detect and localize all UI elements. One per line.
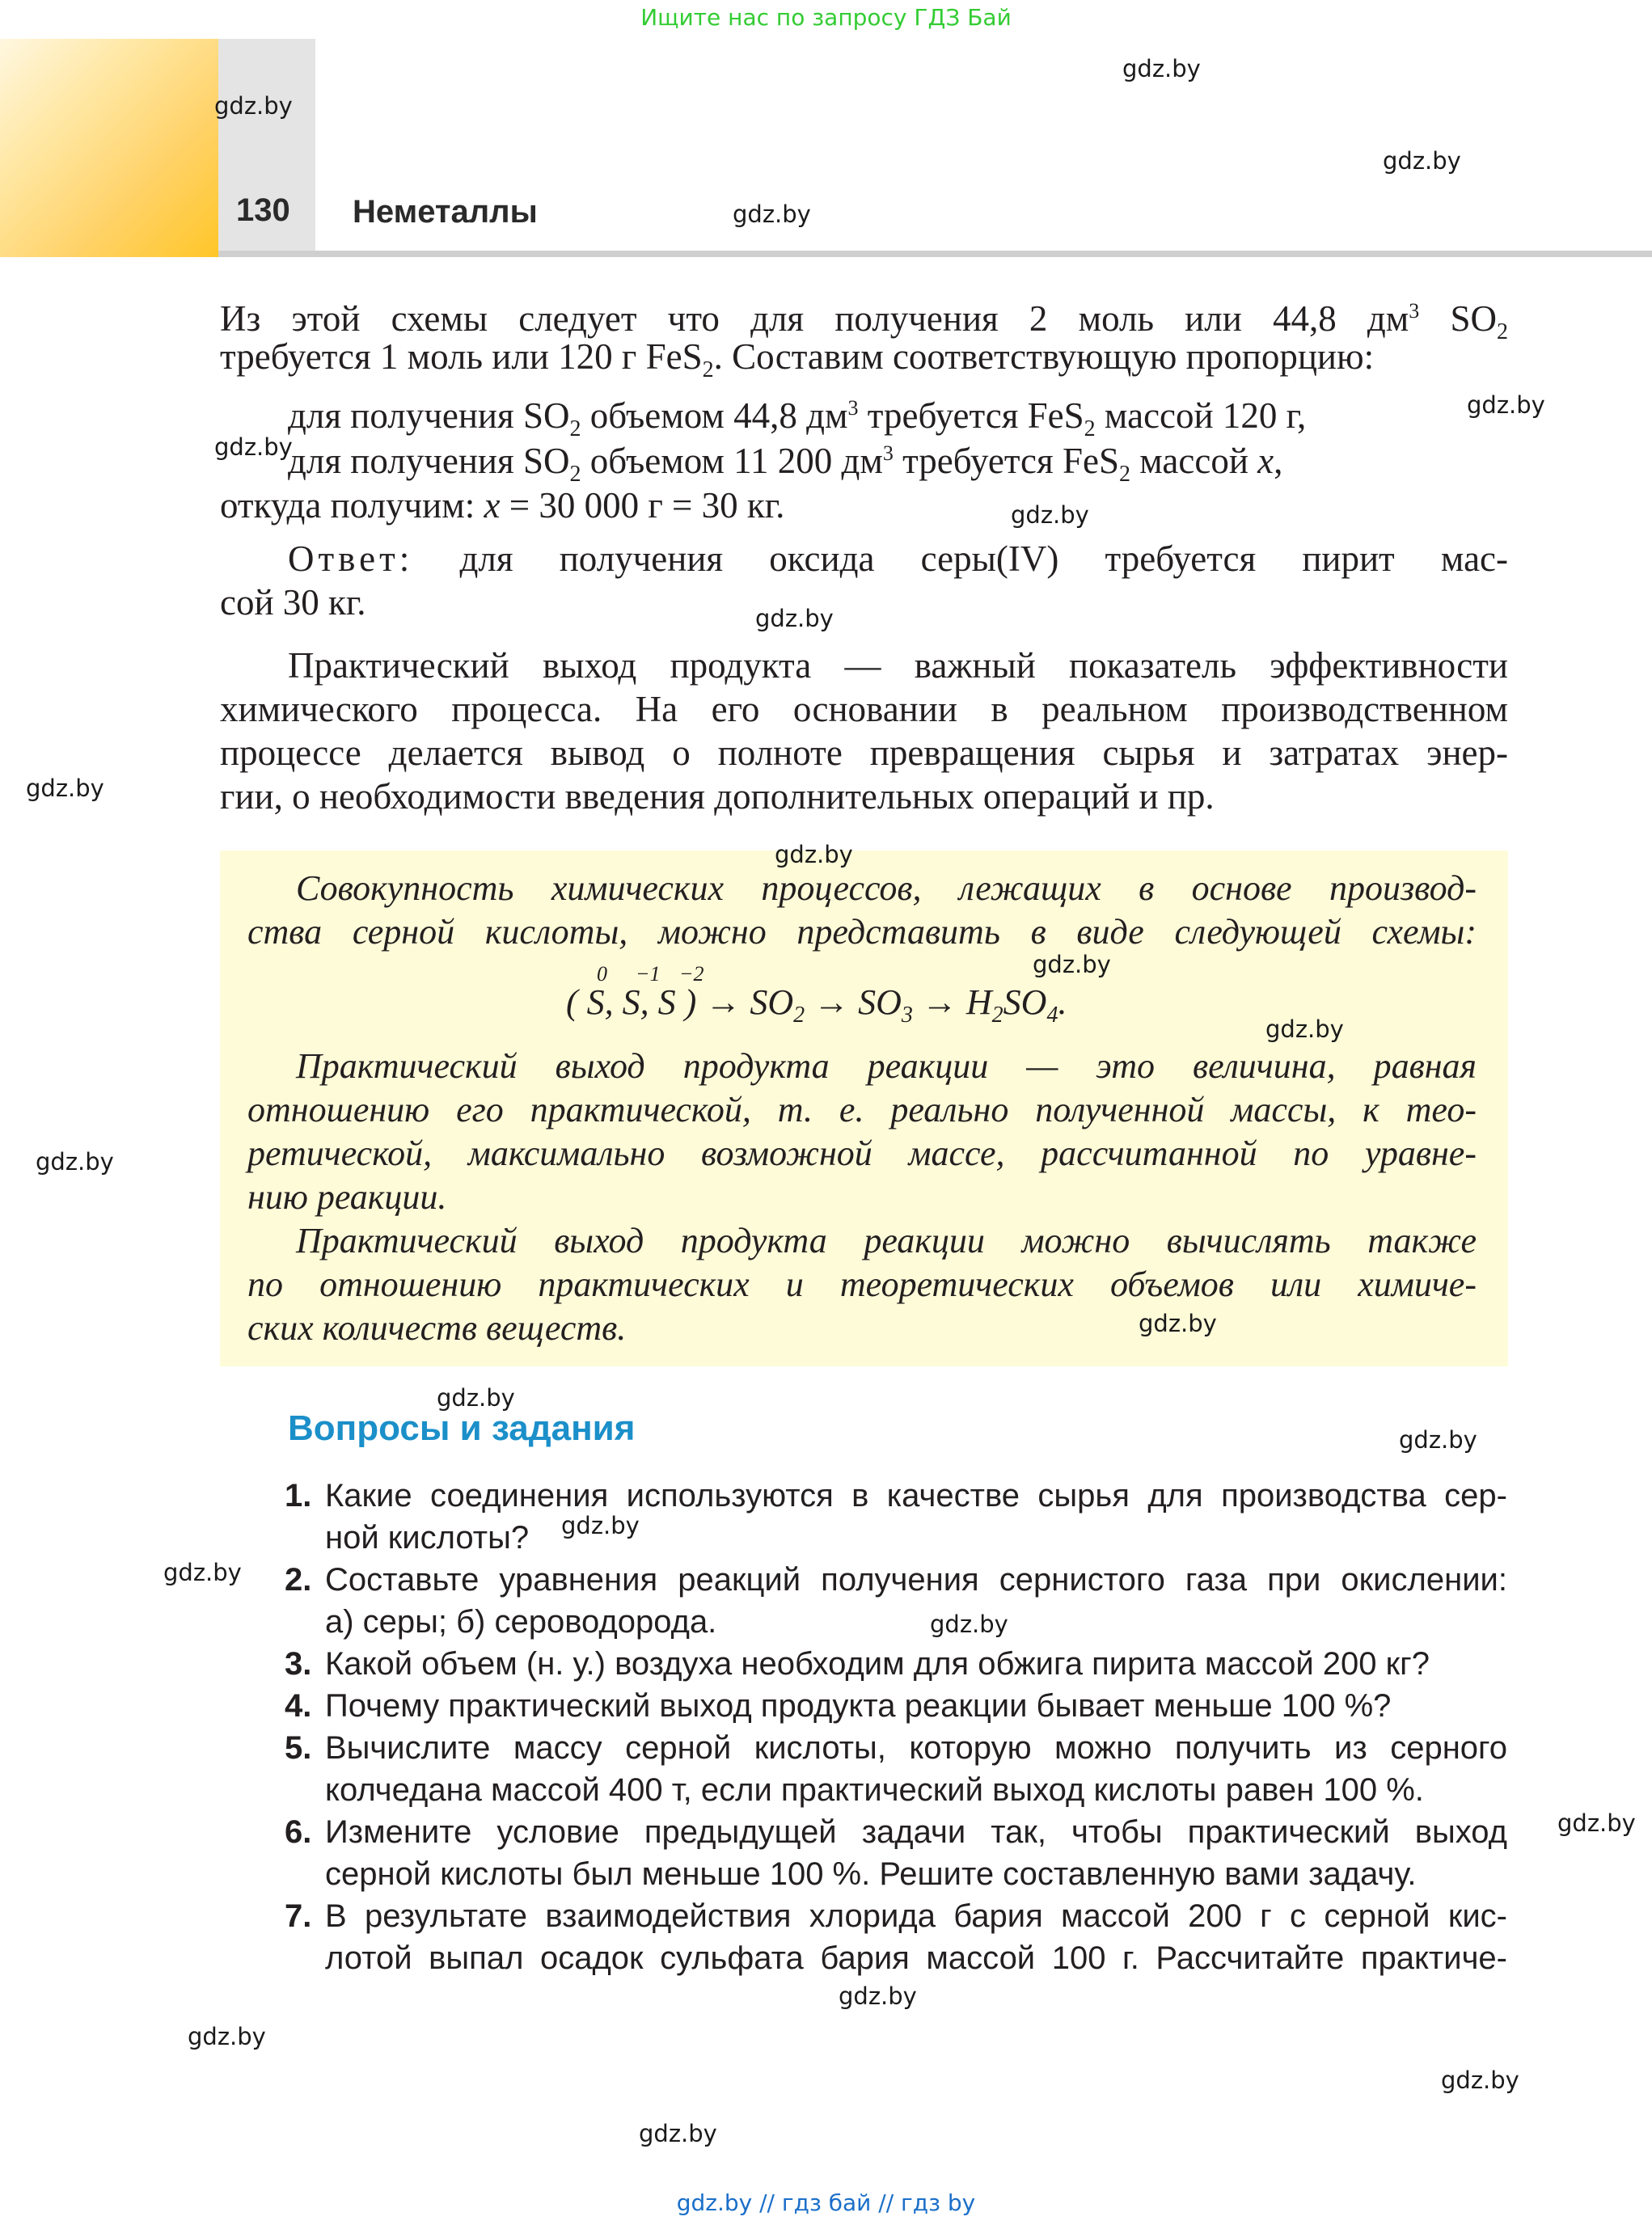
oxidation-state: 0 [597,962,607,986]
text-line: процессе делается вывод о полноте превращения сырья и затратах энер- [220,733,1508,773]
question-line: Почему практический выход продукта реакции бывает меньше 100 %? [325,1688,1392,1724]
text-line: гии, о необходимости введения дополнительных операций и пр. [220,776,1215,817]
reaction-scheme: ( S, S, S ) → $SO_2 \to SO_3 \to H_2SO_4$. [566,982,1067,1028]
oxidation-state: −2 [679,962,704,986]
question-line: серной кислоты был меньше 100 %. Решите составленную вами задачу. [325,1856,1417,1892]
watermark: gdz.by [163,1559,242,1586]
answer-line: сой 30 кг. [220,582,366,623]
question-number: 2. [285,1562,312,1598]
question-line: В результате взаимодействия хлорида бария массой 200 г с серной кис- [325,1898,1507,1934]
box-line: Практический выход продукта реакции можно вычислять также [296,1221,1477,1260]
watermark: gdz.by [930,1611,1008,1638]
question-line: колчедана массой 400 т, если практический выход кислоты равен 100 %. [325,1772,1424,1808]
question-line: Вычислите массу серной кислоты, которую можно получить из серного [325,1730,1507,1766]
box-line: по отношению практических и теоретических объемов или химиче- [247,1264,1477,1304]
box-line: ских количеств веществ. [247,1308,627,1348]
question-line: а) серы; б) сероводорода. [325,1604,717,1640]
box-line: ства серной кислоты, можно представить в виде следующей схемы: [247,912,1477,952]
box-line: отношению его практической, т. е. реально полученной массы, к тео- [247,1090,1477,1129]
watermark: gdz.by [26,775,104,802]
text-line: химического процесса. На его основании в реальном производственном [220,689,1508,729]
text-line: для получения $SO_2$ объемом 44,8 $дм^3$ требуется FeS$_2$ массой 120 г, [288,395,1307,441]
question-number: 1. [285,1478,312,1514]
watermark: gdz.by [639,2120,717,2147]
watermark: gdz.by [1122,55,1201,82]
question-line: ной кислоты? [325,1520,530,1556]
box-line: ретической, максимально возможной массе, рассчитанной по уравне- [247,1134,1477,1173]
watermark: gdz.by [775,841,853,868]
watermark: gdz.by [1265,1015,1344,1043]
top-banner: Ищите нас по запросу ГДЗ Бай [640,4,1012,31]
watermark: gdz.by [437,1384,515,1412]
questions-title: Вопросы и задания [288,1408,636,1448]
question-number: 5. [285,1730,312,1766]
watermark: gdz.by [1033,951,1111,978]
text-line: откуда получим: x = 30 000 г = 30 кг. [220,485,785,526]
question-line: Какой объем (н. у.) воздуха необходим для обжига пирита массой 200 кг? [325,1646,1430,1682]
box-line: Практический выход продукта реакции — это величина, равная [296,1046,1477,1086]
watermark: gdz.by [1441,2067,1519,2094]
page-number: 130 [236,192,290,228]
watermark: gdz.by [733,201,811,228]
watermark: gdz.by [839,1982,917,2010]
box-line: Совокупность химических процессов, лежащих в основе производ- [296,868,1477,908]
question-number: 3. [285,1646,312,1682]
watermark: gdz.by [1557,1809,1636,1837]
footer-links: gdz.by // гдз бай // гдз by [676,2189,976,2216]
question-number: 6. [285,1814,312,1850]
text-line: для получения $SO_2$ объемом 11 200 $дм^3$ требуется FeS$_2$ массой x, [288,441,1283,487]
oxidation-state: −1 [636,962,661,986]
watermark: gdz.by [1383,147,1461,175]
watermark: gdz.by [561,1512,640,1539]
question-line: Какие соединения используются в качестве сырья для производства сер- [325,1478,1507,1514]
watermark: gdz.by [214,92,293,120]
watermark: gdz.by [36,1148,114,1176]
corner-decoration [0,39,218,257]
box-line: нию реакции. [247,1177,447,1217]
question-line: лотой выпал осадок сульфата бария массой 100 г. Рассчитайте практиче- [325,1940,1507,1976]
watermark: gdz.by [214,433,293,461]
watermark: gdz.by [1399,1426,1477,1454]
chapter-title: Неметаллы [353,194,538,230]
answer-line: Ответ: для получения оксида серы(IV) требуется пирит мас- [288,538,1509,579]
text-line: Из этой схемы следует что для получения 2 моль или 44,8 $дм^3$ $SO_2$ [220,298,1508,344]
watermark: gdz.by [755,605,834,632]
question-line: Составьте уравнения реакций получения сернистого газа при окислении: [325,1562,1507,1598]
watermark: gdz.by [1139,1310,1217,1337]
text-line: требуется 1 моль или 120 г FeS$_2$. Составим соответствующую пропорцию: [220,336,1375,382]
watermark: gdz.by [188,2023,266,2050]
text-line: Практический выход продукта — важный показатель эффективности [288,645,1508,686]
watermark: gdz.by [1467,391,1545,419]
question-number: 7. [285,1898,312,1934]
header-rule [218,251,1652,257]
question-line: Измените условие предыдущей задачи так, чтобы практический выход [325,1814,1507,1850]
watermark: gdz.by [1011,501,1089,529]
question-number: 4. [285,1688,312,1724]
